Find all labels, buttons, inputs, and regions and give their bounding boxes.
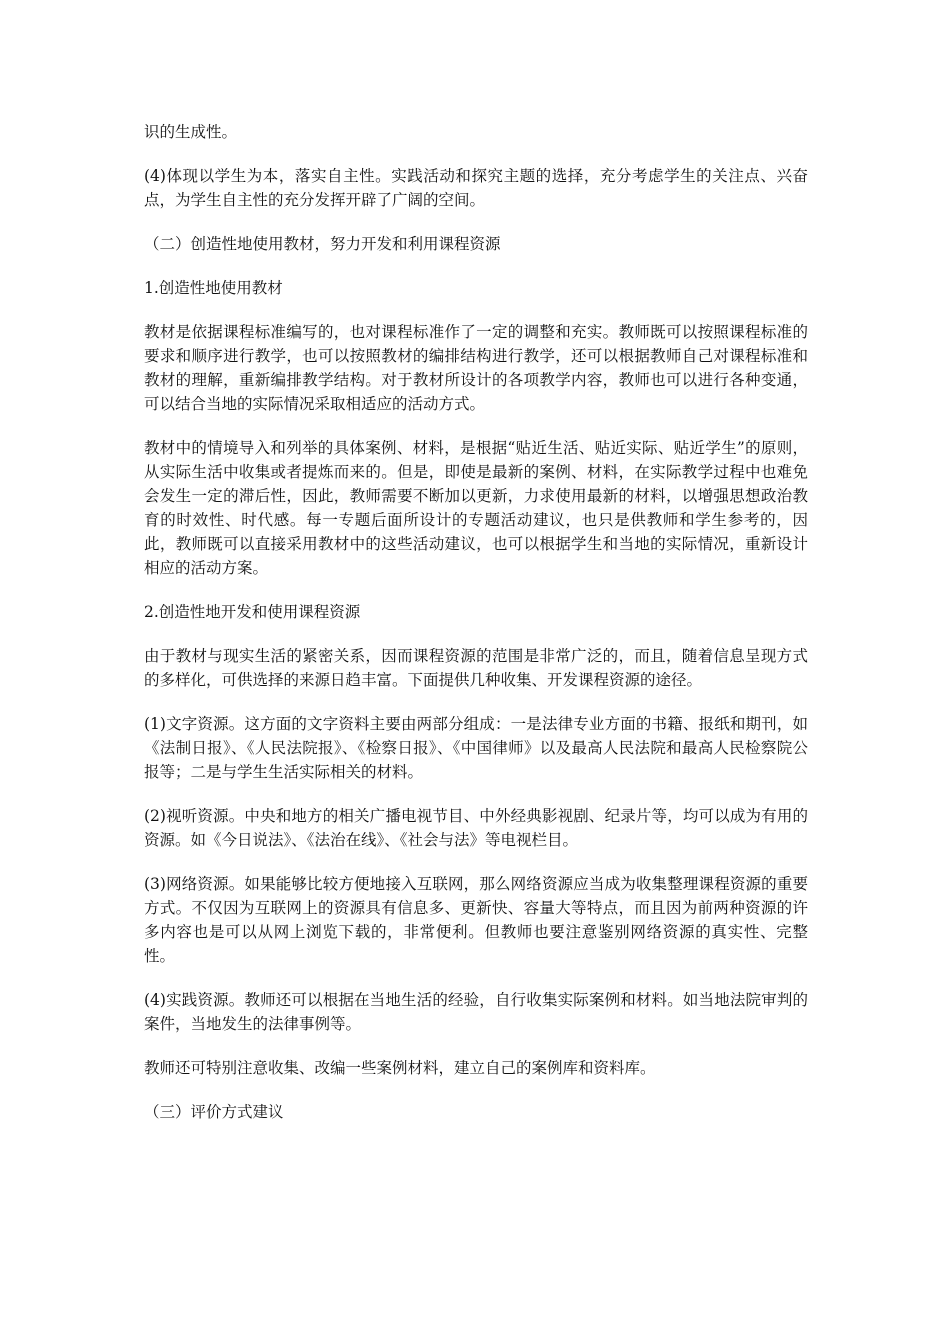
paragraph-textbook-usage: 教材是依据课程标准编写的，也对课程标准作了一定的调整和充实。教师既可以按照课程标准的要求和顺序进行教学，也可以按照教材的编排结构进行教学，还可以根据教师自己对课程标准和教材的理解，重新编排教学结构。对于教材所设计的各项教学内容，教师也可以进行各种变通，可以结合当地的实际情况采取相适应的活动方式。 <box>144 323 808 413</box>
paragraph-textbook-cases: 教材中的情境导入和列举的具体案例、材料，是根据“贴近生活、贴近实际、贴近学生”的原则，从实际生活中收集或者提炼而来的。但是，即使是最新的案例、材料，在实际教学过程中也难免会发生一定的滞后性，因此，教师需要不断加以更新，力求使用最新的材料，以增强思想政治教育的时效性、时代感。每一专题后面所设计的专题活动建议，也只是供教师和学生参考的，因此，教师既可以直接采用教材中的这些活动建议，也可以根据学生和当地的实际情况，重新设计相应的活动方案。 <box>144 439 808 577</box>
paragraph-practice-resources: (4)实践资源。教师还可以根据在当地生活的经验，自行收集实际案例和材料。如当地法院审判的案件，当地发生的法律事例等。 <box>144 991 808 1033</box>
subheading-1: 1.创造性地使用教材 <box>144 279 283 297</box>
paragraph-network-resources: (3)网络资源。如果能够比较方便地接入互联网，那么网络资源应当成为收集整理课程资源的重要方式。不仅因为互联网上的资源具有信息多、更新快、容量大等特点，而且因为前两种资源的许多内容也是可以从网上浏览下载的，非常便利。但教师也要注意鉴别网络资源的真实性、完整性。 <box>144 875 808 965</box>
paragraph-av-resources: (2)视听资源。中央和地方的相关广播电视节目、中外经典影视剧、纪录片等，均可以成为有用的资源。如《今日说法》、《法治在线》、《社会与法》等电视栏目。 <box>144 807 808 849</box>
paragraph-point-4-autonomy: (4)体现以学生为本，落实自主性。实践活动和探究主题的选择，充分考虑学生的关注点、兴奋点，为学生自主性的充分发挥开辟了广阔的空间。 <box>144 167 808 209</box>
paragraph-case-library: 教师还可特别注意收集、改编一些案例材料，建立自己的案例库和资料库。 <box>144 1059 656 1077</box>
document-page <box>144 120 808 1124</box>
section-heading-2: （二）创造性地使用教材，努力开发和利用课程资源 <box>144 235 501 253</box>
paragraph-continuation: 识的生成性。 <box>144 123 238 141</box>
paragraph-resources-intro: 由于教材与现实生活的紧密关系，因而课程资源的范围是非常广泛的，而且，随着信息呈现方式的多样化，可供选择的来源日趋丰富。下面提供几种收集、开发课程资源的途径。 <box>144 647 808 689</box>
paragraph-text-resources: (1)文字资源。这方面的文字资料主要由两部分组成：一是法律专业方面的书籍、报纸和期刊，如《法制日报》、《人民法院报》、《检察日报》、《中国律师》以及最高人民法院和最高人民检察院公报等；二是与学生生活实际相关的材料。 <box>144 715 808 781</box>
subheading-2: 2.创造性地开发和使用课程资源 <box>144 603 361 621</box>
section-heading-3: （三）评价方式建议 <box>144 1103 284 1121</box>
